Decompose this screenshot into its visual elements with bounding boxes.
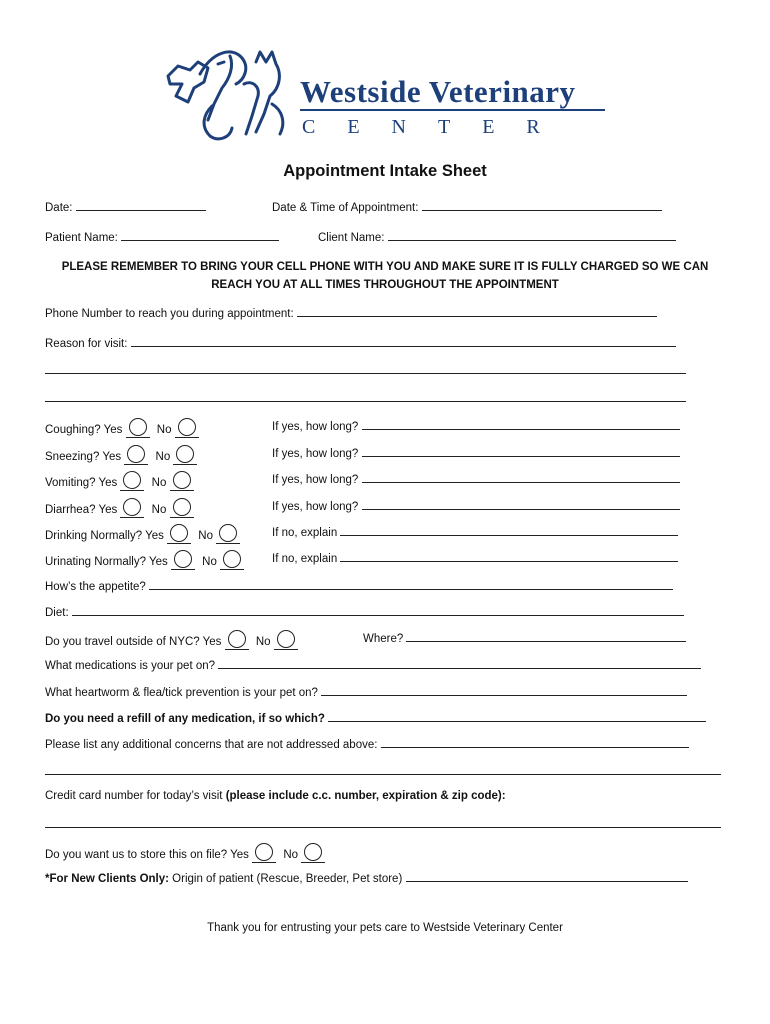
followup-field[interactable] xyxy=(340,524,678,536)
client-row xyxy=(318,229,676,244)
form-title: Appointment Intake Sheet xyxy=(283,162,487,180)
symptom-followup-sneezing xyxy=(272,445,680,460)
diet-field[interactable] xyxy=(72,604,684,616)
no-label: No xyxy=(151,477,167,489)
no-radio[interactable] xyxy=(178,418,196,436)
clinic-logo xyxy=(160,44,620,144)
meds-field[interactable] xyxy=(218,657,701,669)
datetime-row xyxy=(272,199,662,214)
yes-radio[interactable] xyxy=(127,445,145,463)
cc-row xyxy=(45,790,506,802)
cc-line xyxy=(45,816,721,831)
heartworm-field[interactable] xyxy=(321,684,687,696)
no-radio[interactable] xyxy=(173,471,191,489)
diet-label: Diet: xyxy=(45,607,69,619)
patient-label: Patient Name: xyxy=(45,232,118,244)
travel-where-row xyxy=(363,630,686,645)
datetime-field[interactable] xyxy=(422,199,662,211)
symptom-row-diarrhea xyxy=(45,498,192,516)
new-clients-label: *For New Clients Only: xyxy=(45,873,169,885)
followup-field[interactable] xyxy=(340,550,678,562)
followup-field[interactable] xyxy=(362,498,680,510)
new-clients-row xyxy=(45,870,688,885)
followup-label: If yes, how long? xyxy=(272,474,359,486)
logo-subtitle: CENTER xyxy=(302,116,572,138)
yes-radio[interactable] xyxy=(170,524,188,542)
symptom-question: Vomiting? Yes xyxy=(45,477,118,489)
where-field[interactable] xyxy=(406,630,686,642)
store-no-label: No xyxy=(283,849,299,861)
no-radio[interactable] xyxy=(223,550,241,568)
appetite-row xyxy=(45,578,673,593)
meds-row xyxy=(45,657,701,672)
followup-label: If no, explain xyxy=(272,527,338,539)
refill-row xyxy=(45,710,706,725)
symptom-row-vomiting xyxy=(45,471,192,489)
origin-field[interactable] xyxy=(406,870,688,882)
client-label: Client Name: xyxy=(318,232,385,244)
reason-label: Reason for visit: xyxy=(45,338,128,350)
followup-label: If yes, how long? xyxy=(272,421,359,433)
followup-label: If yes, how long? xyxy=(272,501,359,513)
symptom-question: Urinating Normally? Yes xyxy=(45,556,168,568)
followup-label: If yes, how long? xyxy=(272,448,359,460)
symptom-followup-vomiting xyxy=(272,471,680,486)
symptom-row-drinking xyxy=(45,524,238,542)
appetite-field[interactable] xyxy=(149,578,673,590)
cc-instructions: (please include c.c. number, expiration & zip code): xyxy=(225,790,506,802)
reason-field[interactable] xyxy=(131,335,676,347)
reason-row xyxy=(45,335,676,350)
phone-row xyxy=(45,305,657,320)
animals-logo-icon xyxy=(160,44,295,144)
refill-label: Do you need a refill of any medication, if so which? xyxy=(45,713,325,725)
yes-radio[interactable] xyxy=(129,418,147,436)
followup-field[interactable] xyxy=(362,445,680,457)
symptom-followup-coughing xyxy=(272,418,680,433)
store-no-radio[interactable] xyxy=(304,843,322,861)
patient-field[interactable] xyxy=(121,229,279,241)
store-row xyxy=(45,843,323,861)
reason-field-2[interactable] xyxy=(45,362,686,374)
travel-row xyxy=(45,630,296,648)
meds-label: What medications is your pet on? xyxy=(45,660,216,672)
reason-extra-line-1 xyxy=(45,362,686,377)
concerns-label: Please list any additional concerns that are not addressed above: xyxy=(45,739,378,751)
no-label: No xyxy=(155,451,171,463)
symptom-question: Diarrhea? Yes xyxy=(45,504,118,516)
followup-field[interactable] xyxy=(362,418,680,430)
heartworm-row xyxy=(45,684,687,699)
yes-radio[interactable] xyxy=(123,498,141,516)
phone-label: Phone Number to reach you during appointment: xyxy=(45,308,294,320)
store-yes-radio[interactable] xyxy=(255,843,273,861)
followup-field[interactable] xyxy=(362,471,680,483)
symptom-question: Sneezing? Yes xyxy=(45,451,122,463)
concerns-field[interactable] xyxy=(381,736,689,748)
travel-no-label: No xyxy=(255,636,271,648)
phone-field[interactable] xyxy=(297,305,657,317)
date-field[interactable] xyxy=(76,199,206,211)
footer-thanks: Thank you for entrusting your pets care to Westside Veterinary Center xyxy=(207,922,563,934)
followup-label: If no, explain xyxy=(272,553,338,565)
heartworm-label: What heartworm & flea/tick prevention is your pet on? xyxy=(45,687,318,699)
symptom-followup-drinking xyxy=(272,524,678,539)
client-field[interactable] xyxy=(388,229,676,241)
cc-field[interactable] xyxy=(45,816,721,828)
cc-label: Credit card number for today’s visit xyxy=(45,790,223,802)
diet-row xyxy=(45,604,684,619)
no-radio[interactable] xyxy=(219,524,237,542)
logo-divider xyxy=(300,109,605,111)
date-row xyxy=(45,199,206,214)
yes-radio[interactable] xyxy=(123,471,141,489)
symptom-row-urinating xyxy=(45,550,242,568)
symptom-followup-urinating xyxy=(272,550,678,565)
symptom-followup-diarrhea xyxy=(272,498,680,513)
where-label: Where? xyxy=(363,633,404,645)
travel-no-radio[interactable] xyxy=(277,630,295,648)
concerns-row xyxy=(45,736,689,751)
phone-notice: PLEASE REMEMBER TO BRING YOUR CELL PHONE WITH YOU AND MAKE SURE IT IS FULLY CHARGED SO WE CAN REACH YOU AT ALL TIMES THROUGHOUT THE APPOINTMENT xyxy=(61,261,709,291)
origin-label: Origin of patient (Rescue, Breeder, Pet store) xyxy=(172,873,403,885)
travel-yes-radio[interactable] xyxy=(228,630,246,648)
travel-question: Do you travel outside of NYC? Yes xyxy=(45,636,222,648)
no-label: No xyxy=(151,504,167,516)
date-label: Date: xyxy=(45,202,73,214)
concerns-field-2[interactable] xyxy=(45,763,721,775)
reason-extra-line-2 xyxy=(45,390,686,405)
reason-field-3[interactable] xyxy=(45,390,686,402)
yes-radio[interactable] xyxy=(174,550,192,568)
no-radio[interactable] xyxy=(176,445,194,463)
symptom-question: Coughing? Yes xyxy=(45,424,123,436)
refill-field[interactable] xyxy=(328,710,706,722)
concerns-extra-line xyxy=(45,763,721,778)
no-radio[interactable] xyxy=(173,498,191,516)
logo-wordmark: Westside Veterinary xyxy=(300,74,576,109)
symptom-row-sneezing xyxy=(45,445,195,463)
symptom-question: Drinking Normally? Yes xyxy=(45,530,164,542)
patient-row xyxy=(45,229,279,244)
no-label: No xyxy=(202,556,217,568)
store-question: Do you want us to store this on file? Yes xyxy=(45,849,249,861)
appetite-label: How’s the appetite? xyxy=(45,581,146,593)
no-label: No xyxy=(156,424,172,436)
symptom-row-coughing xyxy=(45,418,197,436)
datetime-label: Date & Time of Appointment: xyxy=(272,202,419,214)
no-label: No xyxy=(198,530,213,542)
